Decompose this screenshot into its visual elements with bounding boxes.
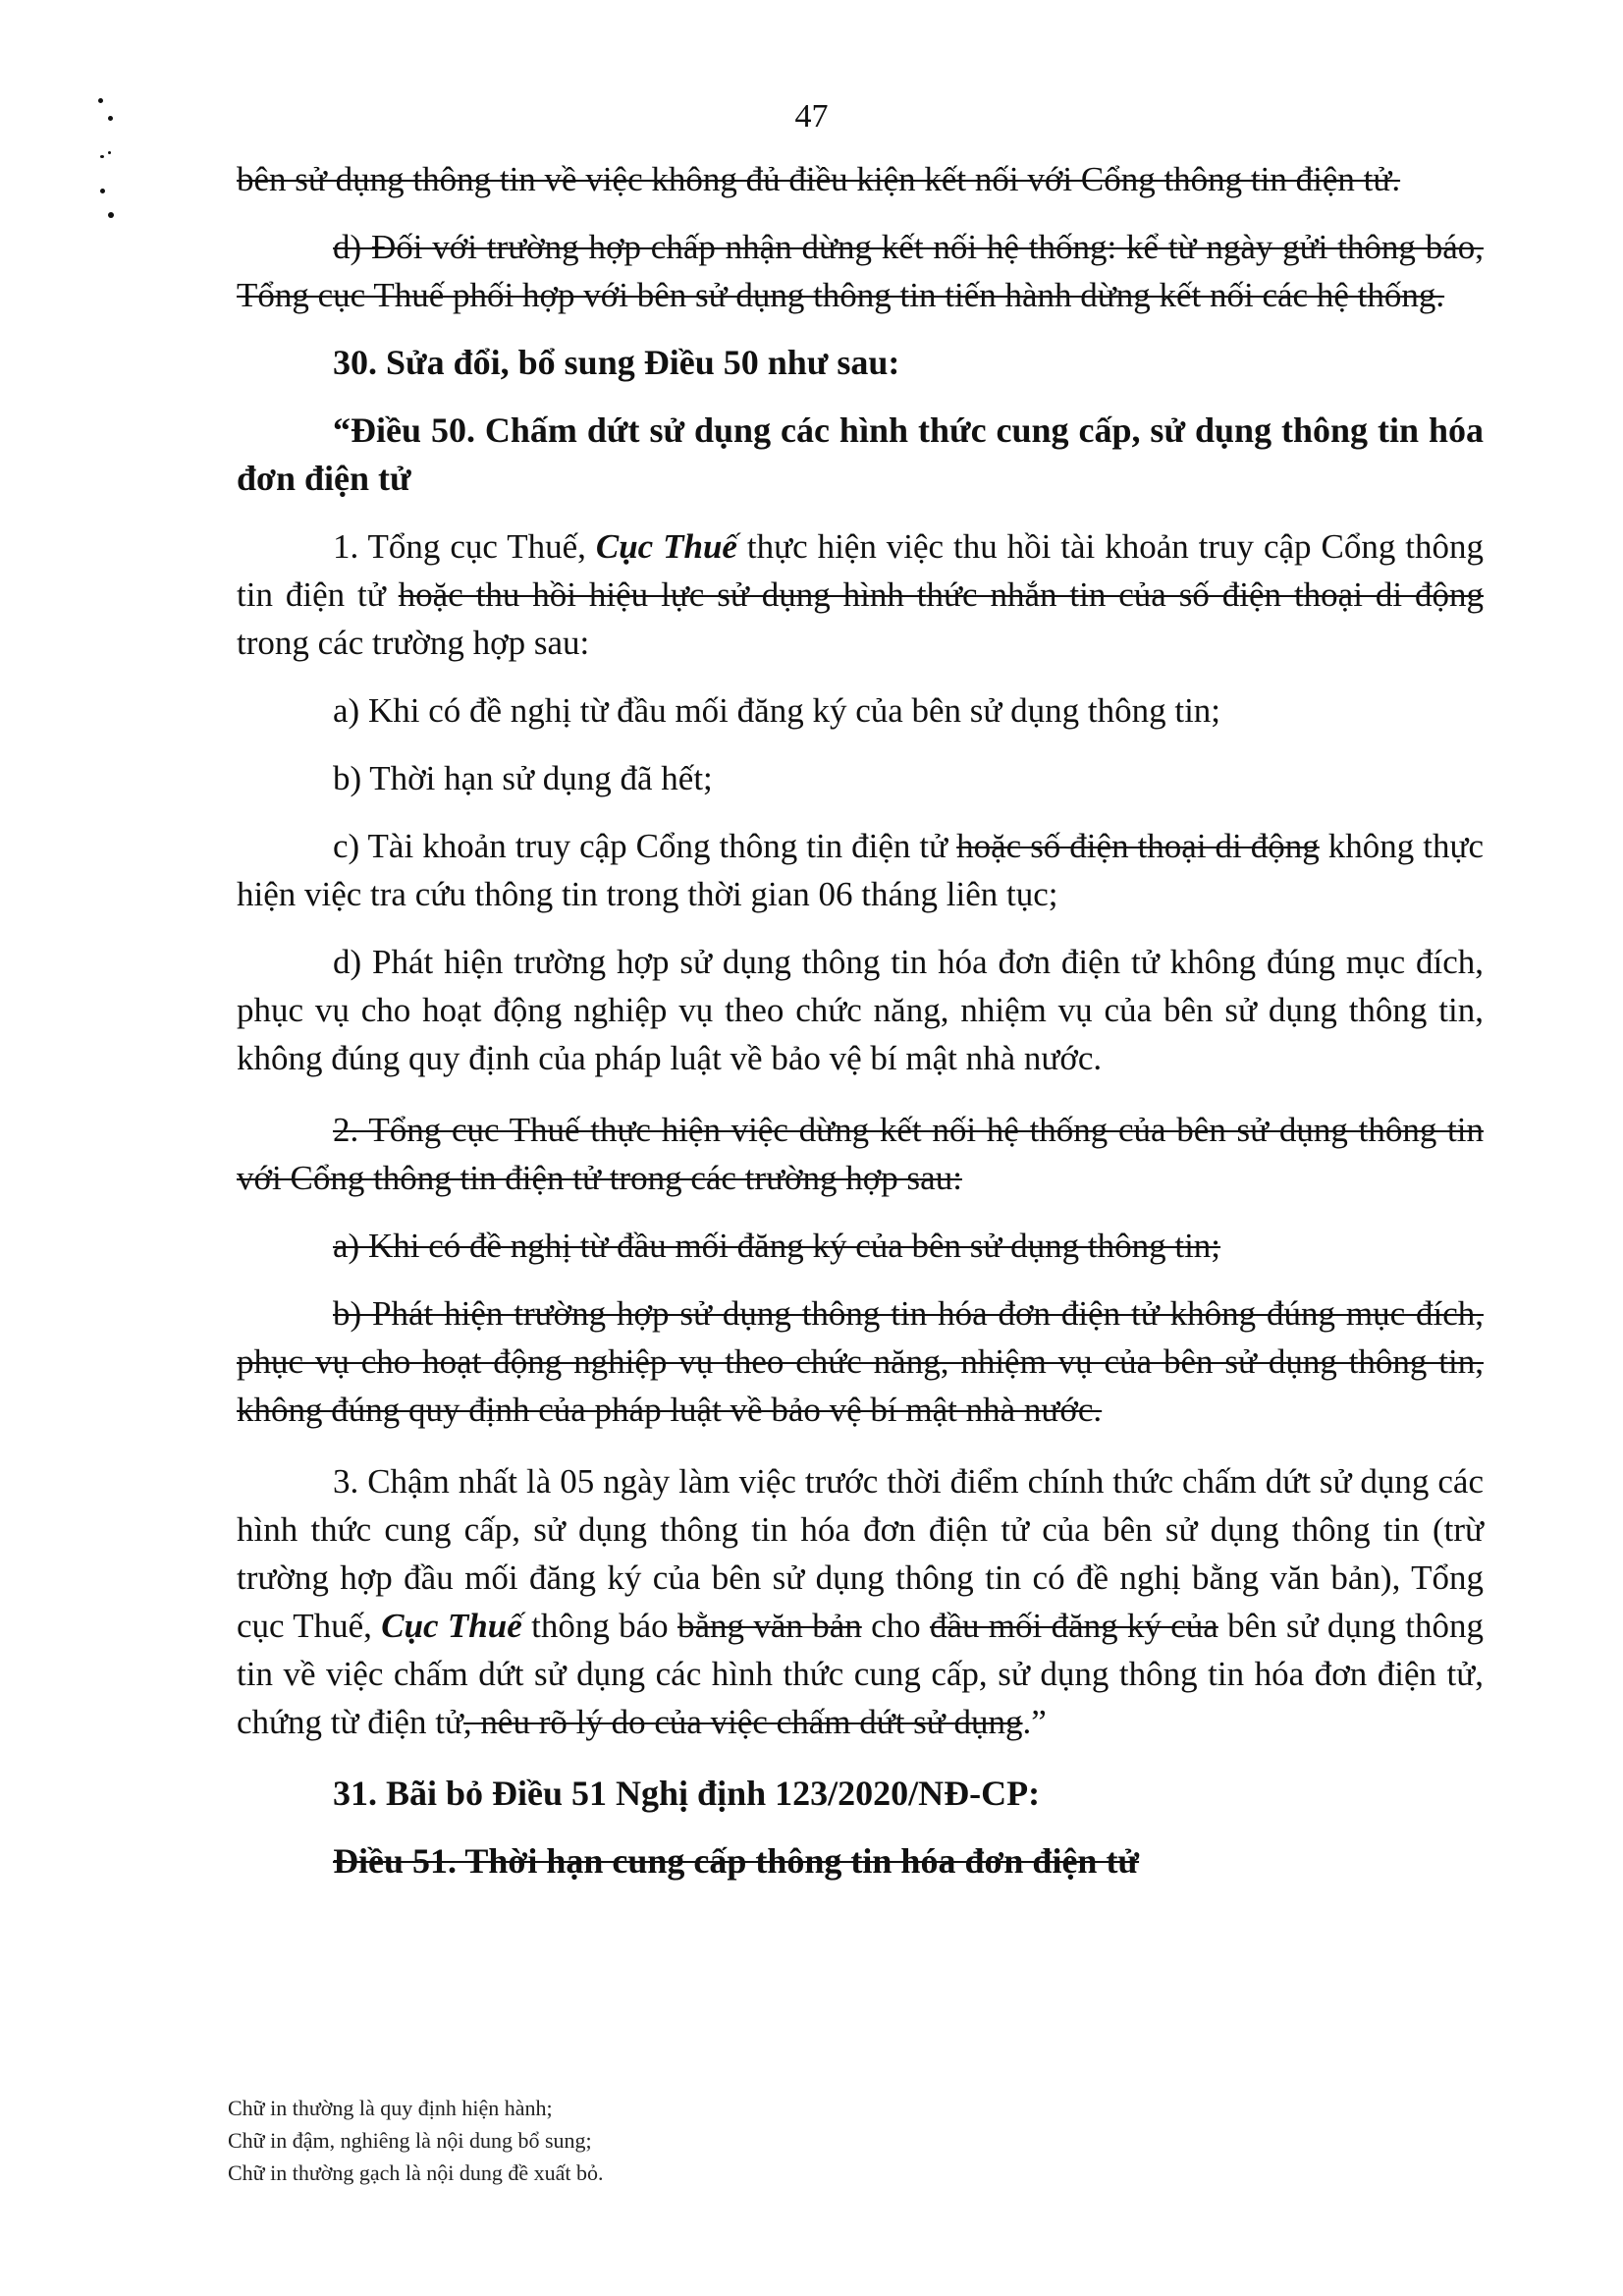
added-text: Cục Thuế — [381, 1607, 522, 1645]
text-run: không thực hiện việc tra cứu thông tin trong thời gian 06 tháng liên tục; — [237, 827, 1485, 913]
clause-1-item-c — [237, 822, 1484, 918]
struck-text: hoặc số điện thoại di động — [956, 827, 1320, 865]
item-30-title: 30. Sửa đổi, bổ sung Điều 50 như sau: — [333, 343, 900, 382]
footnote-line: Chữ in đậm, nghiêng là nội dung bổ sung; — [228, 2128, 592, 2153]
struck-text: đầu mối đăng ký của — [929, 1607, 1218, 1645]
struck-text: bằng văn bản — [677, 1607, 862, 1645]
struck-text: bên sử dụng thông tin về việc không đủ điều kiện kết nối với Cổng thông tin điện tử. — [237, 160, 1401, 198]
clause-2-item-a-struck — [237, 1222, 1484, 1270]
clause-1-item-a: a) Khi có đề nghị từ đầu mối đăng ký của bên sử dụng thông tin; — [333, 691, 1221, 730]
added-text: Cục Thuế — [595, 527, 737, 566]
article-50-clause-2-struck — [237, 1106, 1484, 1202]
struck-text: b) Phát hiện trường hợp sử dụng thông tin hóa đơn điện tử không đúng mục đích, phục vụ cho hoạt động nghiệp vụ theo chức năng, nhiệm vụ của bên sử dụng thông tin, không đúng quy định của pháp luật về bảo vệ bí mật nhà nước. — [237, 1294, 1484, 1429]
document-body — [237, 155, 1484, 1886]
article-50-clause-3 — [237, 1457, 1484, 1746]
paragraph-d-struck — [237, 223, 1484, 319]
text-run: thông báo — [521, 1607, 677, 1645]
text-run: 3. Chậm nhất là 05 ngày làm việc trước thời điểm chính thức chấm dứt sử dụng các hình thức cung cấp, sử dụng thông tin hóa đơn điện tử của bên sử dụng thông tin (trừ trường hợp đầu mối đăng ký của bên sử dụng thông tin có đề nghị bằng văn bản), Tổng cục Thuế, — [237, 1462, 1484, 1645]
clause-1-item-b: b) Thời hạn sử dụng đã hết; — [333, 759, 713, 797]
continued-paragraph — [237, 155, 1484, 203]
struck-text: hoặc thu hồi hiệu lực sử dụng hình thức nhắn tin của số điện thoại di động — [398, 575, 1485, 614]
struck-text: d) Đối với trường hợp chấp nhận dừng kết nối hệ thống: kể từ ngày gửi thông báo, Tổng cục Thuế phối hợp với bên sử dụng thông tin tiến hành dừng kết nối các hệ thống. — [237, 228, 1484, 314]
text-run: .” — [1022, 1703, 1047, 1741]
text-run: cho — [861, 1607, 930, 1645]
clause-2-item-b-struck — [237, 1289, 1484, 1434]
text-run: thực hiện việc thu hồi tài khoản truy cập Cổng thông tin điện tử — [237, 527, 1484, 614]
page-number: 47 — [794, 98, 829, 135]
clause-1-item-d: d) Phát hiện trường hợp sử dụng thông tin hóa đơn điện tử không đúng mục đích, phục vụ cho hoạt động nghiệp vụ theo chức năng, nhiệm vụ của bên sử dụng thông tin, không đúng quy định của pháp luật về bảo vệ bí mật nhà nước. — [237, 943, 1484, 1077]
article-51-title-struck — [237, 1837, 1484, 1886]
struck-text: , nêu rõ lý do của việc chấm dứt sử dụng — [462, 1703, 1023, 1741]
article-50-clause-1 — [237, 522, 1484, 667]
struck-text: 2. Tổng cục Thuế thực hiện việc dừng kết nối hệ thống của bên sử dụng thông tin với Cổng thông tin điện tử trong các trường hợp sau: — [237, 1111, 1484, 1197]
article-50-title: “Điều 50. Chấm dứt sử dụng các hình thức cung cấp, sử dụng thông tin hóa đơn điện tử — [237, 410, 1484, 498]
text-run: bên sử dụng thông tin về việc chấm dứt sử dụng các hình thức cung cấp, sử dụng thông tin hóa đơn điện tử, chứng từ điện tử — [237, 1607, 1484, 1741]
margin-marks — [94, 96, 124, 234]
text-run: trong các trường hợp sau: — [237, 624, 590, 662]
footnote-line: Chữ in thường gạch là nội dung đề xuất bỏ. — [228, 2160, 604, 2185]
item-31-title: 31. Bãi bỏ Điều 51 Nghị định 123/2020/NĐ-CP: — [333, 1774, 1041, 1813]
footnote-line: Chữ in thường là quy định hiện hành; — [228, 2096, 553, 2120]
struck-text: a) Khi có đề nghị từ đầu mối đăng ký của bên sử dụng thông tin; — [333, 1227, 1221, 1265]
text-run: 1. Tổng cục Thuế, — [333, 527, 596, 566]
text-run: c) Tài khoản truy cập Cổng thông tin điện tử — [333, 827, 957, 865]
legend-footnotes — [228, 2092, 604, 2189]
struck-text: Điều 51. Thời hạn cung cấp thông tin hóa đơn điện tử — [333, 1841, 1140, 1881]
